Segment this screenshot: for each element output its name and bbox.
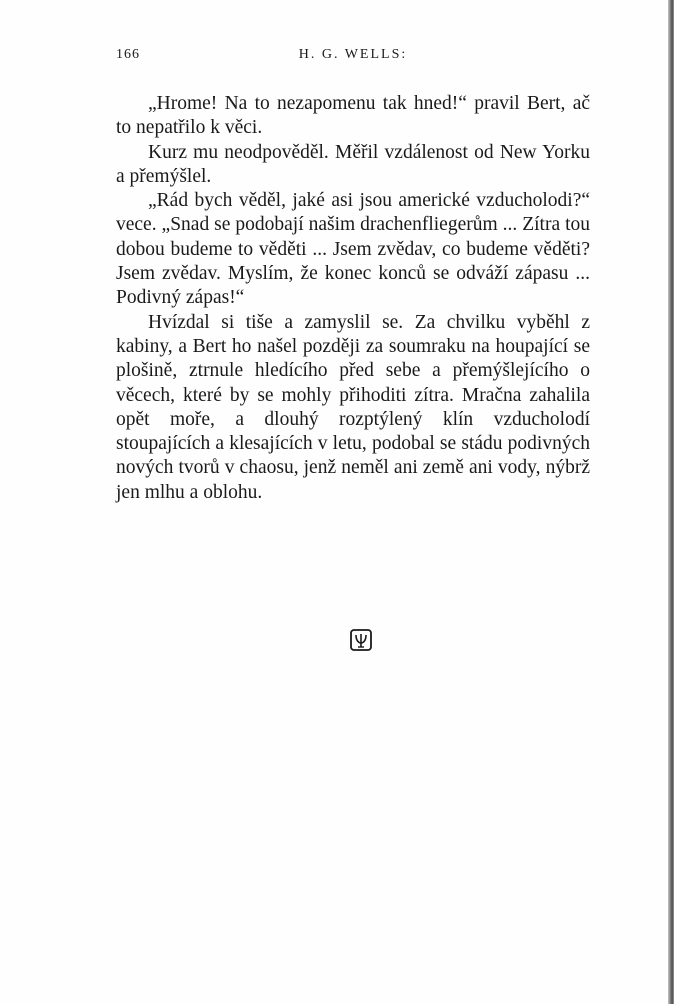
page-margin-right (674, 0, 688, 1004)
running-title: H. G. WELLS: (298, 47, 408, 62)
paragraph: „Rád bych věděl, jaké asi jsou americké vzducholodi?“ vece. „Snad se podobají našim drachenfliegerům ... Zítra tou dobou budeme to věděti ... Jsem zvědav, co budeme věděti? Jsem zvědav. Myslím, že konec konců se odváží zápasu ... Podivný zápas!“ (116, 190, 590, 309)
page-number: 166 (116, 47, 140, 62)
printer-ornament-icon (349, 628, 373, 652)
paragraph: „Hrome! Na to nezapomenu tak hned!“ pravil Bert, ač to nepatřilo k věci. (116, 93, 590, 139)
binding-edge (668, 0, 674, 1004)
page-header (116, 47, 590, 71)
paragraph: Hvízdal si tiše a zamyslil se. Za chvilku vyběhl z kabiny, a Bert ho našel později za soumraku na houpající se plošině, ztrnule hledícího před sebe a přemýšlejícího o věcech, které by se mohly přihoditi zítra. Mračna zahalila opět moře, a dlouhý rozptýlený klín vzducholodí stoupajících a klesajících v letu, podobal se stádu podivných nových tvorů v chaosu, jenž neměl ani země ani vody, nýbrž jen mlhu a oblohu. (116, 311, 590, 503)
body-text (116, 92, 590, 505)
paragraph: Kurz mu neodpověděl. Měřil vzdálenost od New Yorku a přemýšlel. (116, 141, 590, 187)
